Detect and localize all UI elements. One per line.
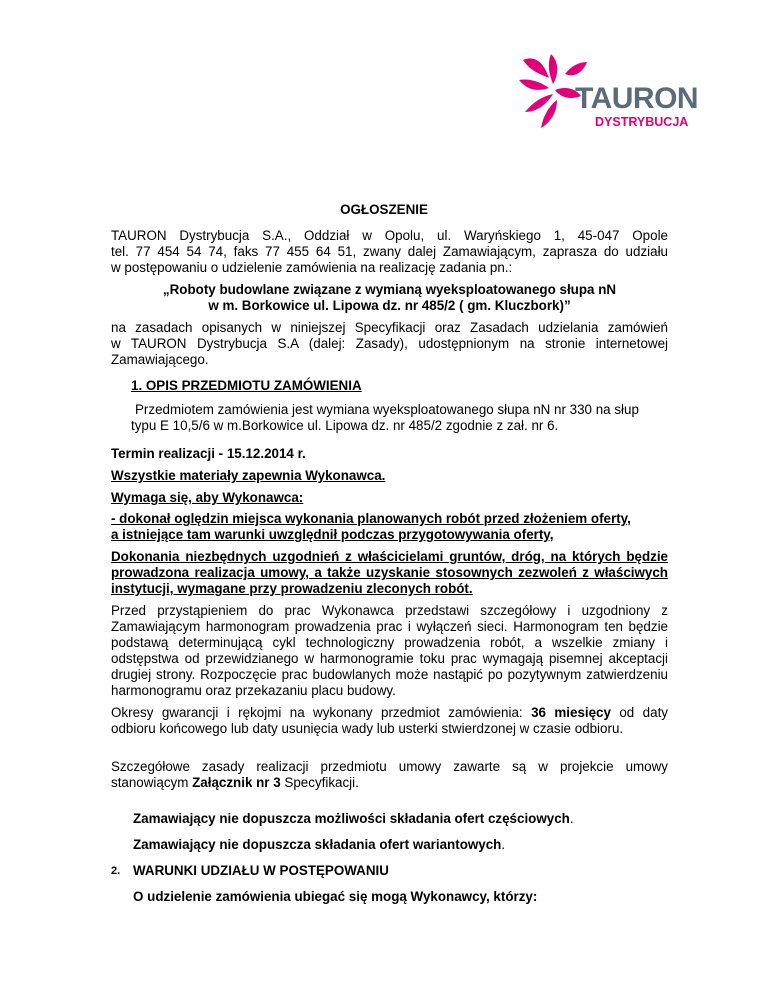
intro-line-1: TAURON Dystrybucja S.A., Oddział w Opolu, ul. Waryńskiego 1, 45-047 Opole [111, 228, 668, 243]
section-1-desc-line-1: Przedmiotem zamówienia jest wymiana wyeksploatowanego słupa nN nr 330 na słup [135, 402, 639, 417]
basis-line-2: w TAURON Dystrybucja S.A (dalej: Zasady), udostępnionym na stronie internetowej [111, 336, 668, 351]
no-partial-text: Zamawiający nie dopuszcza możliwości składania ofert częściowych [133, 811, 570, 826]
arrangements-line-2: prowadzona realizacja umowy, a także uzyskanie stosownych zezwoleń z właściwych [111, 565, 668, 580]
section-2-lead: O udzielenie zamówienia ubiegać się mogą Wykonawcy, którzy: [133, 889, 538, 904]
no-partial-offers [133, 811, 673, 827]
basis-line-1: na zasadach opisanych w niniejszej Specyfikacji oraz Zasadach udzielania zamówień [111, 320, 668, 335]
arrangements-line-1: Dokonania niezbędnych uzgodnień z właścicielami gruntów, dróg, na których będzie [111, 549, 668, 564]
no-variant-text: Zamawiający nie dopuszcza składania ofert wariantowych [133, 837, 502, 852]
details-text-end: Specyfikacji. [280, 775, 359, 790]
details-text: stanowiącym [111, 775, 193, 790]
intro-line-2: tel. 77 454 54 74, faks 77 455 64 51, zwany dalej Zamawiającym, zaprasza do udziału [111, 244, 668, 259]
no-variant-dot: . [501, 837, 506, 852]
task-title-line-1: „Roboty budowlane związane z wymianą wyeksploatowanego słupa nN [162, 282, 617, 297]
tauron-wordmark: TAURON [575, 82, 699, 115]
warranty-text-end: od daty [610, 705, 668, 720]
warranty-line-1 [111, 705, 668, 721]
details-line-1: Szczegółowe zasady realizacji przedmiotu umowy zawarte są w projekcie umowy [111, 759, 668, 774]
schedule-line-1: Przed przystąpieniem do prac Wykonawca przedstawi szczegółowy i uzgodniony z [111, 603, 668, 618]
materials-note: Wszystkie materiały zapewnia Wykonawca. [111, 468, 386, 483]
section-1-heading: 1. OPIS PRZEDMIOTU ZAMÓWIENIA [131, 378, 362, 393]
inspection-line-2: a istniejące tam warunki uwzględnił podczas przygotowywania oferty, [111, 527, 554, 542]
warranty-line-2: odbioru końcowego lub daty usunięcia wady lub usterki stwierdzonej w czasie odbioru. [111, 721, 624, 736]
schedule-line-2: Zamawiającym harmonogram prowadzenia prac i wyłączeń sieci. Harmonogram ten będzie [111, 619, 668, 634]
inspection-line-1: - dokonał oględzin miejsca wykonania planowanych robót przed złożeniem oferty, [111, 511, 631, 526]
schedule-line-3: podstawą determinującą cykl technologiczny prowadzenia robót, a wszelkie zmiany i [111, 635, 668, 650]
details-line-2 [111, 775, 668, 791]
schedule-line-4: odstępstwa od przewidzianego w harmonogramie toku prac wymagają pisemnej akceptacji [111, 651, 668, 666]
schedule-line-5: drugiej strony. Rozpoczęcie prac budowlanych może nastąpić po pozytywnym zatwierdzeniu [111, 667, 668, 682]
warranty-text: Okresy gwarancji i rękojmi na wykonany przedmiot zamówienia: [111, 705, 532, 720]
deadline: Termin realizacji - 15.12.2014 r. [111, 446, 306, 461]
section-2-heading: WARUNKI UDZIAŁU W POSTĘPOWANIU [133, 863, 389, 878]
warranty-period: 36 miesięcy [531, 705, 611, 720]
intro-line-3: w postępowaniu o udzielenie zamówienia na realizację zadania pn.: [111, 260, 513, 275]
arrangements-line-3: instytucji, wymagane przy prowadzeniu zleconych robót. [111, 581, 473, 596]
no-partial-dot: . [569, 811, 574, 826]
section-1-desc-line-2: typu E 10,5/6 w m.Borkowice ul. Lipowa dz. nr 485/2 zgodnie z zał. nr 6. [131, 418, 559, 433]
task-title-line-2: w m. Borkowice ul. Lipowa dz. nr 485/2 ( gm. Kluczbork)” [208, 298, 571, 313]
schedule-line-6: harmonogramu oraz przekazaniu placu budowy. [111, 683, 396, 698]
dystrybucja-wordmark: DYSTRYBUCJA [595, 115, 689, 129]
tauron-logo [515, 52, 705, 137]
section-2-number: 2. [111, 865, 121, 877]
document-title: OGŁOSZENIE [340, 202, 428, 217]
requirements-lead: Wymaga się, aby Wykonawca: [111, 490, 304, 505]
no-variant-offers [133, 837, 673, 853]
attachment-ref: Załącznik nr 3 [192, 775, 281, 790]
basis-line-3: Zamawiającego. [111, 352, 209, 367]
